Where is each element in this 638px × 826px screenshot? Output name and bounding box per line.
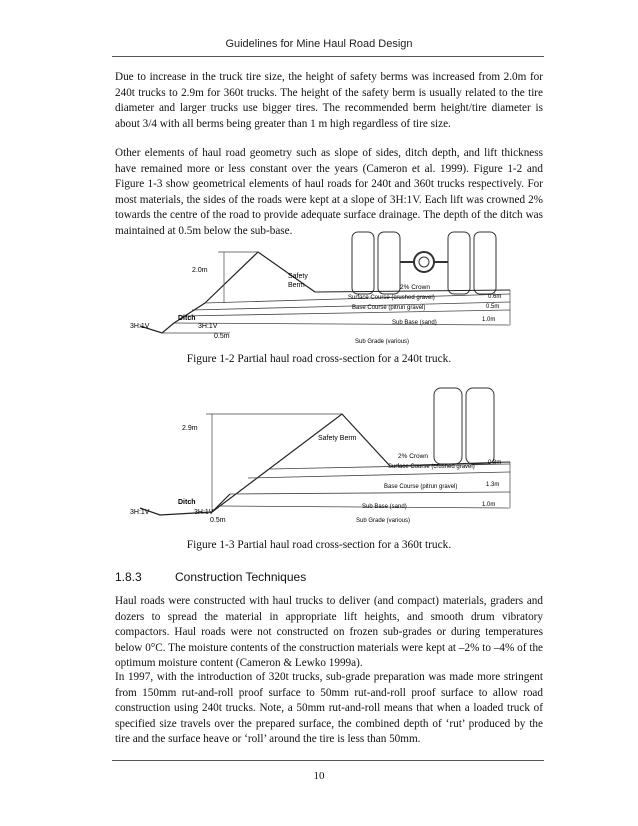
surface-course-lower [248, 472, 510, 478]
sub-grade-label: Sub Grade (various) [356, 518, 411, 524]
section-heading [115, 570, 306, 584]
slope-right-label: 3H:1V [198, 323, 218, 330]
base-layer-line [182, 310, 510, 316]
differential-hub [419, 257, 429, 267]
berm-height-label: 2.9m [182, 425, 198, 432]
ditch-depth-label: 0.5m [210, 517, 226, 524]
subbase-thickness-label: 1.0m [482, 502, 496, 508]
figure-240t-cross-section [130, 228, 530, 353]
figure-1-2-caption: Figure 1-2 Partial haul road cross-section for a 240t truck. [186, 353, 452, 365]
surface-thickness-label: 0.8m [488, 460, 502, 466]
running-header: Guidelines for Mine Haul Road Design [225, 38, 413, 50]
base-course-bottom [192, 302, 510, 310]
tire-1 [352, 232, 374, 294]
section-number: 1.8.3 [115, 570, 142, 584]
tire-3 [448, 232, 470, 294]
tire-4 [474, 232, 496, 294]
sub-base-label: Sub Base (sand) [392, 320, 437, 326]
cross-section-diagram-360t [130, 384, 530, 524]
footer-rule [112, 760, 544, 761]
paragraph-sub-grade: In 1997, with the introduction of 320t trucks, sub-grade preparation was made more stringent from 150mm rut-and-roll proof surface to 50mm rut-and-roll proof surface to allow road construction using 240t trucks. Note, a 50mm rut-and-roll means that when a loaded truck of specified size travels over the prepared surface, the combined depth of ‘rut’ produced by the tire and the surface heave or ‘roll’ around the tire is less than 50mm. [115, 671, 543, 746]
sub-base-bottom [174, 323, 510, 325]
figure-360t-cross-section [130, 384, 530, 529]
safety-berm-outline [212, 414, 390, 512]
tire-1 [434, 388, 462, 464]
crown-label: 2% Crown [398, 453, 428, 460]
base-course-label: Base Course (pitrun gravel) [384, 484, 458, 490]
paragraph-construction: Haul roads were constructed with haul trucks to deliver (and compact) materials, graders and dozers to spread the material in appropriate lift heights, and smooth drum vibratory compactors. Haul roads were not constructed on frozen sub-grades or during temperatures below 0°C. The moisture contents of the construction materials were kept at –2% to –4% of the optimum moisture content (Cameron & Lewko 1999a). [115, 595, 543, 670]
base-thickness-label: 0.5m [486, 304, 500, 310]
crown-label: 2% Crown [400, 284, 430, 291]
base-course-bottom [230, 492, 510, 494]
figure-1-3-caption: Figure 1-3 Partial haul road cross-section for a 360t truck. [186, 539, 452, 551]
subbase-thickness-label: 1.0m [482, 317, 496, 323]
paragraph-berm-height: Due to increase in the truck tire size, the height of safety berms was increased from 2.0m for 240t trucks to 2.9m for 360t trucks. The height of the safety berm is usually related to the tire diameter and larger trucks use bigger tires. The recommended berm height/tire diameter is about 3/4 with all berms being greater than 1 m high regardless of tire size. [115, 71, 543, 130]
cross-section-diagram-240t [130, 228, 530, 348]
paragraph-road-geometry: Other elements of haul road geometry such as slope of sides, ditch depth, and lift thickness have remained more or less constant over the years (Cameron et al. 1999). Figure 1-2 and Figure 1-3 show geometrical elements of haul roads for 240t and 360t trucks respectively. For most materials, the sides of the roads were kept at a slope of 3H:1V. Each lift was crowned 2% towards the centre of the road to provide adequate surface drainage. The depth of the ditch was maintained at 0.5m below the sub-base. [115, 147, 543, 237]
ditch-depth-label: 0.5m [214, 333, 230, 340]
berm-height-label: 2.0m [192, 267, 208, 274]
ditch-label: Ditch [178, 499, 196, 506]
berm-label-line2: Berm [288, 282, 305, 289]
surface-course-label: Surface Course (crushed gravel) [348, 295, 435, 301]
ditch-label: Ditch [178, 315, 196, 322]
sub-grade-label: Sub Grade (various) [355, 339, 410, 345]
slope-left-label: 3H:1V [130, 509, 150, 516]
base-course-label: Base Course (pitrun gravel) [352, 305, 426, 311]
section-title: Construction Techniques [175, 570, 307, 584]
tire-2 [378, 232, 400, 294]
page-number: 10 [313, 770, 325, 782]
berm-label: Safety Berm [318, 435, 357, 442]
surface-course-label: Surface Course (crushed gravel) [388, 464, 475, 470]
berm-label-line1: Safety [288, 273, 308, 280]
header-rule [112, 56, 544, 57]
slope-left-label: 3H:1V [130, 323, 150, 330]
tire-2 [466, 388, 494, 464]
surface-thickness-label: 0.6m [488, 294, 502, 300]
base-thickness-label: 1.3m [486, 482, 500, 488]
slope-right-label: 3H:1V [194, 509, 214, 516]
sub-base-label: Sub Base (sand) [362, 504, 407, 510]
